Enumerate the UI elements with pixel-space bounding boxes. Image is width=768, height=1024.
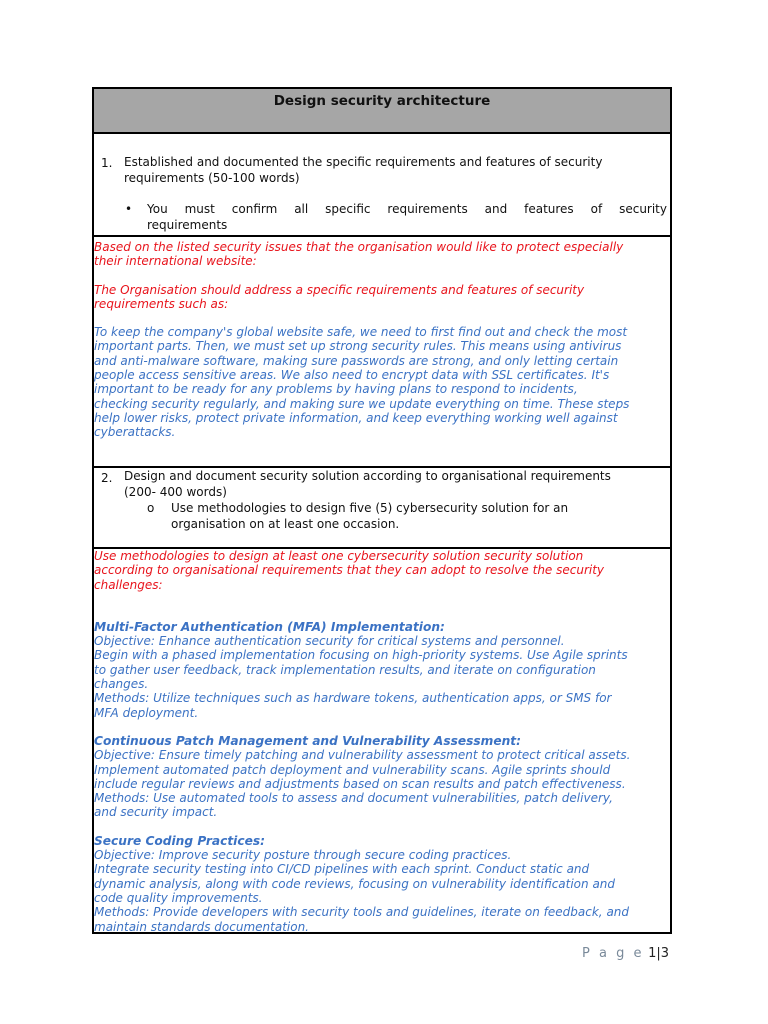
answer-1-intro <box>94 240 672 269</box>
answer-2-row <box>94 547 670 932</box>
total-pages: 3 <box>660 946 670 961</box>
answer-1-body-line: cyberattacks. <box>94 425 176 440</box>
section-line: dynamic analysis, along with code reviews, focusing on vulnerability identification and <box>94 876 616 891</box>
question-1-bullet-line-1: You must confirm all specific requirements and features of security <box>147 202 667 216</box>
section-line: Implement automated patch deployment and vulnerability scans. Agile sprints should <box>94 762 611 777</box>
question-1-bullet-line-2: requirements <box>147 218 228 232</box>
section-line: changes. <box>94 677 149 692</box>
section-line: Methods: Utilize techniques such as hardware tokens, authentication apps, or SMS for <box>94 691 612 706</box>
question-2-text <box>124 468 666 500</box>
question-2-line-1: Design and document security solution according to organisational requirements <box>124 469 611 483</box>
answer-2-intro-line: challenges: <box>94 577 163 592</box>
section-line: Objective: Enhance authentication security for critical systems and personnel. <box>94 634 565 649</box>
question-2-row <box>94 466 670 547</box>
answer-1-body-line: important parts. Then, we must set up strong security rules. This means using antivirus <box>94 339 622 354</box>
section-heading: Secure Coding Practices: <box>94 833 265 848</box>
page-separator: | <box>656 946 661 961</box>
answer-1-intro-line: their international website: <box>94 254 257 269</box>
table-header-title: Design security architecture <box>273 93 491 109</box>
document-table <box>92 87 672 934</box>
page-label: P a g e <box>582 946 644 961</box>
section-heading: Continuous Patch Management and Vulnerability Assessment: <box>94 733 521 748</box>
question-2-bullet: o <box>147 501 155 515</box>
question-1-line-2: requirements (50-100 words) <box>124 171 300 185</box>
section-line: Methods: Provide developers with security tools and guidelines, iterate on feedback, and <box>94 905 630 920</box>
answer-1-body-line: To keep the company's global website safe, we need to first find out and check the most <box>94 325 628 340</box>
answer-1-body-line: and anti-malware software, making sure passwords are strong, and only letting certain <box>94 353 619 368</box>
section-heading: Multi-Factor Authentication (MFA) Implementation: <box>94 619 445 634</box>
section-line: code quality improvements. <box>94 890 263 905</box>
section-line: Begin with a phased implementation focusing on high-priority systems. Use Agile sprints <box>94 648 628 663</box>
section-line: to gather user feedback, track implementation results, and iterate on configuration <box>94 662 596 677</box>
answer-1-body-line: people access sensitive areas. We also need to encrypt data with SSL certificates. It's <box>94 368 610 383</box>
answer-1-content <box>94 240 672 440</box>
section-line: include regular reviews and adjustments based on scan results and patch effectiveness. <box>94 776 626 791</box>
question-2-bullet-line-2: organisation on at least one occasion. <box>171 517 400 531</box>
current-page: 1 <box>648 946 657 961</box>
section-line: MFA deployment. <box>94 705 199 720</box>
answer-1-row <box>94 235 670 466</box>
answer-1-body-line: checking security regularly, and making sure we update everything on time. These steps <box>94 396 630 411</box>
table-header-row <box>94 89 670 132</box>
answer-1-address-line: requirements such as: <box>94 296 229 311</box>
answer-2-content <box>94 549 672 934</box>
answer-1-address-line: The Organisation should address a specific requirements and features of security <box>94 282 585 297</box>
section-line: Methods: Use automated tools to assess and document vulnerabilities, patch delivery, <box>94 791 613 806</box>
answer-1-body-line: help lower risks, protect private information, and keep everything working well against <box>94 410 618 425</box>
answer-1-body <box>94 325 672 439</box>
question-2-line-2: (200- 400 words) <box>124 485 227 499</box>
question-2-number: 2. <box>101 471 113 485</box>
section-line: maintain standards documentation. <box>94 919 309 934</box>
section-secure-coding <box>94 834 672 934</box>
page-number-footer <box>582 946 669 961</box>
answer-1-body-line: important to be ready for any problems by having plans to respond to incidents, <box>94 382 578 397</box>
section-mfa <box>94 620 672 720</box>
answer-2-intro <box>94 549 672 592</box>
question-2-bullet-text <box>171 500 651 532</box>
question-2-bullet-line-1: Use methodologies to design five (5) cybersecurity solution for an <box>171 501 569 515</box>
section-line: Objective: Ensure timely patching and vulnerability assessment to protect critical assets. <box>94 748 631 763</box>
question-1-bullet: • <box>125 202 133 216</box>
question-1-row <box>94 132 670 235</box>
answer-2-intro-line: according to organisational requirements that they can adopt to resolve the security <box>94 563 605 578</box>
question-1-text <box>124 154 666 186</box>
question-1-bullet-text <box>147 201 667 233</box>
question-1-number: 1. <box>101 156 113 170</box>
question-1-line-1: Established and documented the specific requirements and features of security <box>124 155 603 169</box>
answer-1-address <box>94 283 672 312</box>
section-patch-management <box>94 734 672 820</box>
answer-2-intro-line: Use methodologies to design at least one cybersecurity solution security solution <box>94 549 584 563</box>
section-line: Objective: Improve security posture through secure coding practices. <box>94 848 512 863</box>
section-line: Integrate security testing into CI/CD pipelines with each sprint. Conduct static and <box>94 862 590 877</box>
answer-1-intro-line: Based on the listed security issues that the organisation would like to protect especially <box>94 240 624 254</box>
section-line: and security impact. <box>94 805 218 820</box>
